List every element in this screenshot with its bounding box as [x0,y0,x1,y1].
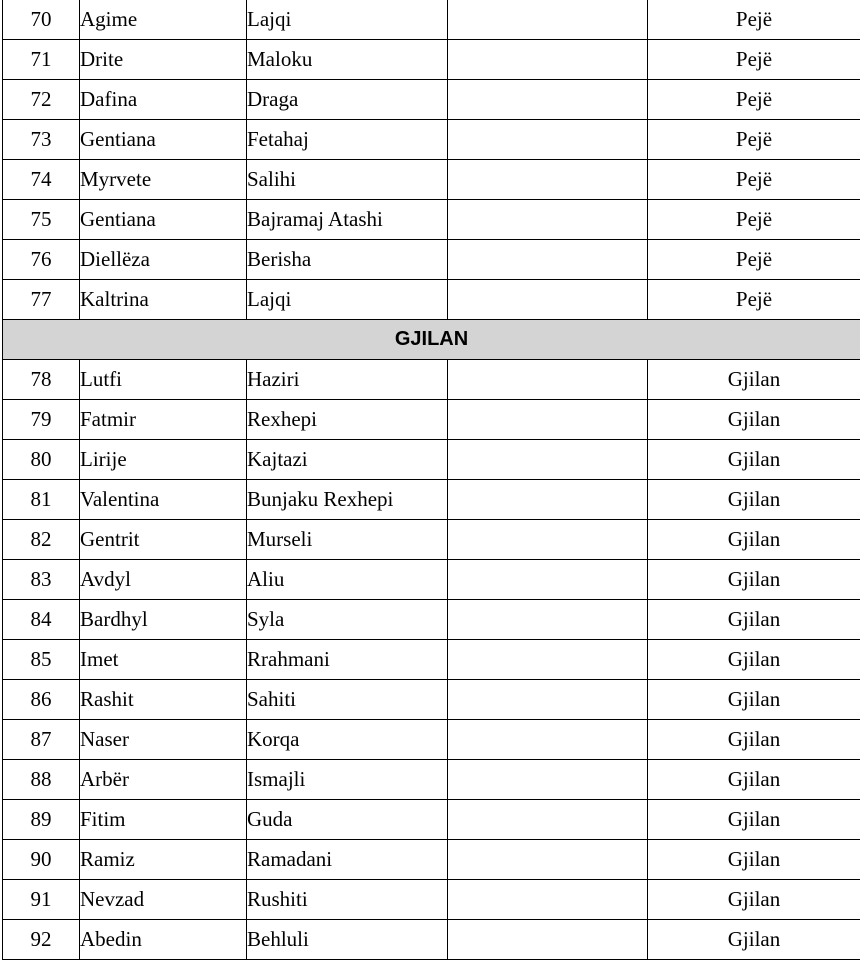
blank-cell [448,280,648,320]
table-row [3,640,860,680]
row-number-cell: 79 [3,400,80,440]
last-name-cell: Syla [247,600,448,640]
table-row [3,680,860,720]
city-cell: Pejë [648,120,860,160]
city-cell: Gjilan [648,800,860,840]
last-name-cell: Kajtazi [247,440,448,480]
city-cell: Gjilan [648,840,860,880]
table-row [3,800,860,840]
blank-cell [448,840,648,880]
row-number-cell: 90 [3,840,80,880]
city-cell: Gjilan [648,520,860,560]
last-name-cell: Salihi [247,160,448,200]
city-cell: Gjilan [648,600,860,640]
table-row [3,200,860,240]
table-row [3,0,860,40]
table-row [3,480,860,520]
city-cell: Gjilan [648,760,860,800]
blank-cell [448,560,648,600]
row-number-cell: 80 [3,440,80,480]
last-name-cell: Guda [247,800,448,840]
roster-body [3,0,860,960]
city-cell: Pejë [648,160,860,200]
table-row [3,240,860,280]
last-name-cell: Behluli [247,920,448,960]
blank-cell [448,200,648,240]
city-cell: Pejë [648,80,860,120]
table-row [3,880,860,920]
first-name-cell: Naser [80,720,247,760]
table-row [3,40,860,80]
table-row [3,280,860,320]
city-cell: Gjilan [648,880,860,920]
blank-cell [448,120,648,160]
blank-cell [448,440,648,480]
table-row [3,400,860,440]
first-name-cell: Myrvete [80,160,247,200]
last-name-cell: Fetahaj [247,120,448,160]
row-number-cell: 74 [3,160,80,200]
first-name-cell: Gentiana [80,200,247,240]
last-name-cell: Aliu [247,560,448,600]
row-number-cell: 73 [3,120,80,160]
last-name-cell: Berisha [247,240,448,280]
blank-cell [448,160,648,200]
first-name-cell: Nevzad [80,880,247,920]
first-name-cell: Imet [80,640,247,680]
first-name-cell: Bardhyl [80,600,247,640]
table-row [3,600,860,640]
blank-cell [448,520,648,560]
last-name-cell: Sahiti [247,680,448,720]
blank-cell [448,240,648,280]
first-name-cell: Gentiana [80,120,247,160]
table-row [3,440,860,480]
table-row [3,520,860,560]
first-name-cell: Rashit [80,680,247,720]
city-cell: Pejë [648,240,860,280]
row-number-cell: 76 [3,240,80,280]
first-name-cell: Arbër [80,760,247,800]
last-name-cell: Murseli [247,520,448,560]
city-cell: Gjilan [648,720,860,760]
table-row [3,560,860,600]
blank-cell [448,600,648,640]
blank-cell [448,920,648,960]
last-name-cell: Maloku [247,40,448,80]
city-cell: Pejë [648,40,860,80]
city-cell: Gjilan [648,640,860,680]
city-cell: Gjilan [648,920,860,960]
blank-cell [448,880,648,920]
last-name-cell: Draga [247,80,448,120]
row-number-cell: 71 [3,40,80,80]
blank-cell [448,720,648,760]
blank-cell [448,360,648,400]
first-name-cell: Kaltrina [80,280,247,320]
blank-cell [448,40,648,80]
last-name-cell: Bajramaj Atashi [247,200,448,240]
blank-cell [448,760,648,800]
row-number-cell: 87 [3,720,80,760]
blank-cell [448,0,648,40]
first-name-cell: Avdyl [80,560,247,600]
city-cell: Gjilan [648,680,860,720]
last-name-cell: Bunjaku Rexhepi [247,480,448,520]
last-name-cell: Ismajli [247,760,448,800]
blank-cell [448,680,648,720]
first-name-cell: Ramiz [80,840,247,880]
last-name-cell: Haziri [247,360,448,400]
table-row [3,920,860,960]
first-name-cell: Dafina [80,80,247,120]
first-name-cell: Abedin [80,920,247,960]
row-number-cell: 81 [3,480,80,520]
city-cell: Pejë [648,280,860,320]
row-number-cell: 85 [3,640,80,680]
blank-cell [448,480,648,520]
row-number-cell: 89 [3,800,80,840]
last-name-cell: Lajqi [247,280,448,320]
first-name-cell: Lirije [80,440,247,480]
city-cell: Pejë [648,0,860,40]
first-name-cell: Drite [80,40,247,80]
last-name-cell: Rrahmani [247,640,448,680]
blank-cell [448,400,648,440]
table-row [3,160,860,200]
table-row [3,120,860,160]
table-row [3,360,860,400]
last-name-cell: Korqa [247,720,448,760]
city-cell: Gjilan [648,480,860,520]
first-name-cell: Diellëza [80,240,247,280]
row-number-cell: 83 [3,560,80,600]
roster-table [2,0,860,960]
first-name-cell: Fatmir [80,400,247,440]
last-name-cell: Rushiti [247,880,448,920]
blank-cell [448,640,648,680]
last-name-cell: Rexhepi [247,400,448,440]
city-cell: Gjilan [648,400,860,440]
city-cell: Gjilan [648,440,860,480]
section-title: GJILAN [3,320,860,360]
row-number-cell: 92 [3,920,80,960]
city-cell: Gjilan [648,360,860,400]
row-number-cell: 78 [3,360,80,400]
blank-cell [448,80,648,120]
section-header-row [3,320,860,360]
row-number-cell: 82 [3,520,80,560]
city-cell: Pejë [648,200,860,240]
city-cell: Gjilan [648,560,860,600]
first-name-cell: Valentina [80,480,247,520]
row-number-cell: 91 [3,880,80,920]
last-name-cell: Lajqi [247,0,448,40]
last-name-cell: Ramadani [247,840,448,880]
row-number-cell: 86 [3,680,80,720]
first-name-cell: Agime [80,0,247,40]
table-row [3,760,860,800]
first-name-cell: Gentrit [80,520,247,560]
blank-cell [448,800,648,840]
table-row [3,840,860,880]
row-number-cell: 84 [3,600,80,640]
row-number-cell: 77 [3,280,80,320]
row-number-cell: 75 [3,200,80,240]
row-number-cell: 72 [3,80,80,120]
first-name-cell: Lutfi [80,360,247,400]
row-number-cell: 70 [3,0,80,40]
table-row [3,720,860,760]
row-number-cell: 88 [3,760,80,800]
first-name-cell: Fitim [80,800,247,840]
table-row [3,80,860,120]
